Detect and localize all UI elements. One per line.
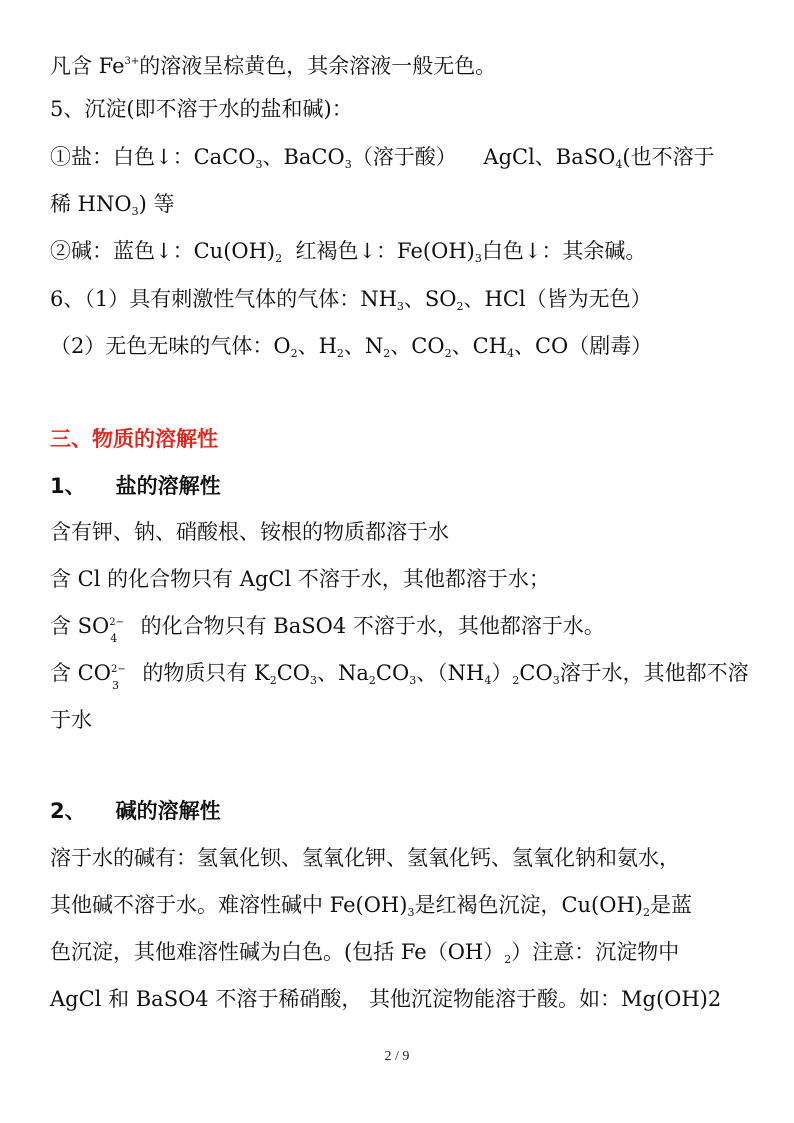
subscript: 3	[309, 674, 317, 687]
text-line	[50, 938, 679, 974]
text-run: 凡含 Fe	[50, 54, 125, 78]
text-run: 溶于水，其他都不溶	[559, 661, 749, 685]
text-run: CO	[519, 661, 553, 685]
subscript: 3	[344, 158, 352, 171]
text-line	[50, 612, 605, 645]
subscript: 2	[456, 300, 464, 313]
text-line: AgCl 和 BaSO4 不溶于稀硝酸， 其他沉淀物能溶于酸。如：Mg(OH)2	[50, 987, 722, 1011]
text-run: 、CH	[451, 334, 507, 358]
superscript: 3+	[124, 56, 140, 67]
text-run: 稀 HNO	[50, 192, 132, 216]
subscript: 4	[110, 632, 118, 645]
text-line: 于水	[50, 708, 92, 732]
text-run: 、BaCO	[262, 145, 345, 169]
text-run: 、CO（剧毒）	[513, 334, 653, 358]
text-run: 含 CO	[50, 661, 111, 685]
section-title: 三、物质的溶解性	[50, 427, 218, 451]
text-line	[50, 891, 692, 927]
text-run: 6、（1）具有刺激性气体的气体：NH	[50, 287, 397, 311]
subscript: 2	[512, 674, 520, 687]
text-line	[50, 285, 652, 321]
text-run: 是红褐色沉淀，Cu(OH)	[414, 893, 643, 917]
heading-number: 2、	[50, 799, 86, 823]
subscript: 3	[396, 300, 404, 313]
text-run: 的溶液呈棕黄色，其余溶液一般无色。	[139, 54, 497, 78]
text-line	[50, 190, 174, 226]
subsection-heading	[50, 472, 221, 500]
subscript: 2	[368, 674, 376, 687]
text-run: 含 SO	[50, 614, 110, 638]
ion-charge	[110, 659, 129, 692]
text-run: 、CO	[390, 334, 445, 358]
text-run: 白色↓：其余碱。	[481, 239, 647, 263]
text-run: ) 等	[138, 192, 175, 216]
text-line: 5、沉淀(即不溶于水的盐和碱)：	[50, 97, 353, 121]
text-run: 、H	[297, 334, 337, 358]
text-run: (也不溶于	[622, 145, 715, 169]
subscript: 2	[383, 347, 391, 360]
text-line: 含 Cl 的化合物只有 AgCl 不溶于水，其他都溶于水；	[50, 567, 550, 591]
page-number: 2 / 9	[384, 1049, 410, 1064]
subscript: 2	[444, 347, 452, 360]
text-run: ①盐：白色↓：CaCO	[50, 145, 256, 169]
text-run: 、HCl（皆为无色）	[463, 287, 652, 311]
heading-text: 碱的溶解性	[115, 799, 221, 823]
text-run: CO	[276, 661, 310, 685]
subscript: 3	[131, 205, 139, 218]
subscript: 3	[474, 252, 482, 265]
text-run: （2）无色无味的气体：O	[50, 334, 291, 358]
text-line	[50, 332, 652, 368]
subscript: 2	[269, 674, 277, 687]
subscript: 3	[407, 906, 415, 919]
text-run: 、Na	[316, 661, 369, 685]
text-line	[50, 48, 496, 80]
subscript: 2	[336, 347, 344, 360]
subscript: 4	[615, 158, 623, 171]
text-run: 、SO	[403, 287, 457, 311]
subscript: 2	[504, 953, 512, 966]
text-run: 色沉淀，其他难溶性碱为白色。(包括 Fe（OH）	[50, 940, 505, 964]
text-line	[50, 659, 749, 695]
text-run: 、（NH	[416, 661, 485, 685]
text-run: （溶于酸） AgCl、BaSO	[351, 145, 616, 169]
text-run: ）	[491, 661, 513, 685]
superscript: 2−	[109, 617, 125, 628]
text-line: 溶于水的碱有：氢氧化钡、氢氧化钾、氢氧化钙、氢氧化钠和氨水，	[50, 846, 680, 870]
text-run: 红褐色↓：Fe(OH)	[282, 239, 475, 263]
text-line	[50, 237, 646, 273]
subscript: 3	[409, 674, 417, 687]
ion-charge	[109, 612, 127, 645]
text-run: 的物质只有 K	[128, 661, 270, 685]
heading-number: 1、	[50, 474, 86, 498]
superscript: 2−	[110, 664, 126, 675]
subsection-heading	[50, 797, 221, 825]
text-run: 其他碱不溶于水。难溶性碱中 Fe(OH)	[50, 893, 408, 917]
subscript: 2	[642, 906, 650, 919]
text-run: 的化合物只有 BaSO4 不溶于水，其他都溶于水。	[127, 614, 605, 638]
subscript: 4	[506, 347, 514, 360]
text-line: 含有钾、钠、硝酸根、铵根的物质都溶于水	[50, 520, 449, 544]
text-run: ）注意：沉淀物中	[511, 940, 680, 964]
subscript: 3	[255, 158, 263, 171]
text-run: 是蓝	[649, 893, 692, 917]
text-run: ②碱：蓝色↓：Cu(OH)	[50, 239, 276, 263]
text-run: CO	[375, 661, 410, 685]
subscript: 3	[111, 679, 119, 692]
text-line	[50, 143, 715, 179]
heading-text: 盐的溶解性	[115, 474, 221, 498]
subscript: 3	[552, 674, 560, 687]
subscript: 4	[484, 674, 492, 687]
text-run: 、N	[343, 334, 384, 358]
subscript: 2	[290, 347, 298, 360]
subscript: 2	[275, 252, 283, 265]
